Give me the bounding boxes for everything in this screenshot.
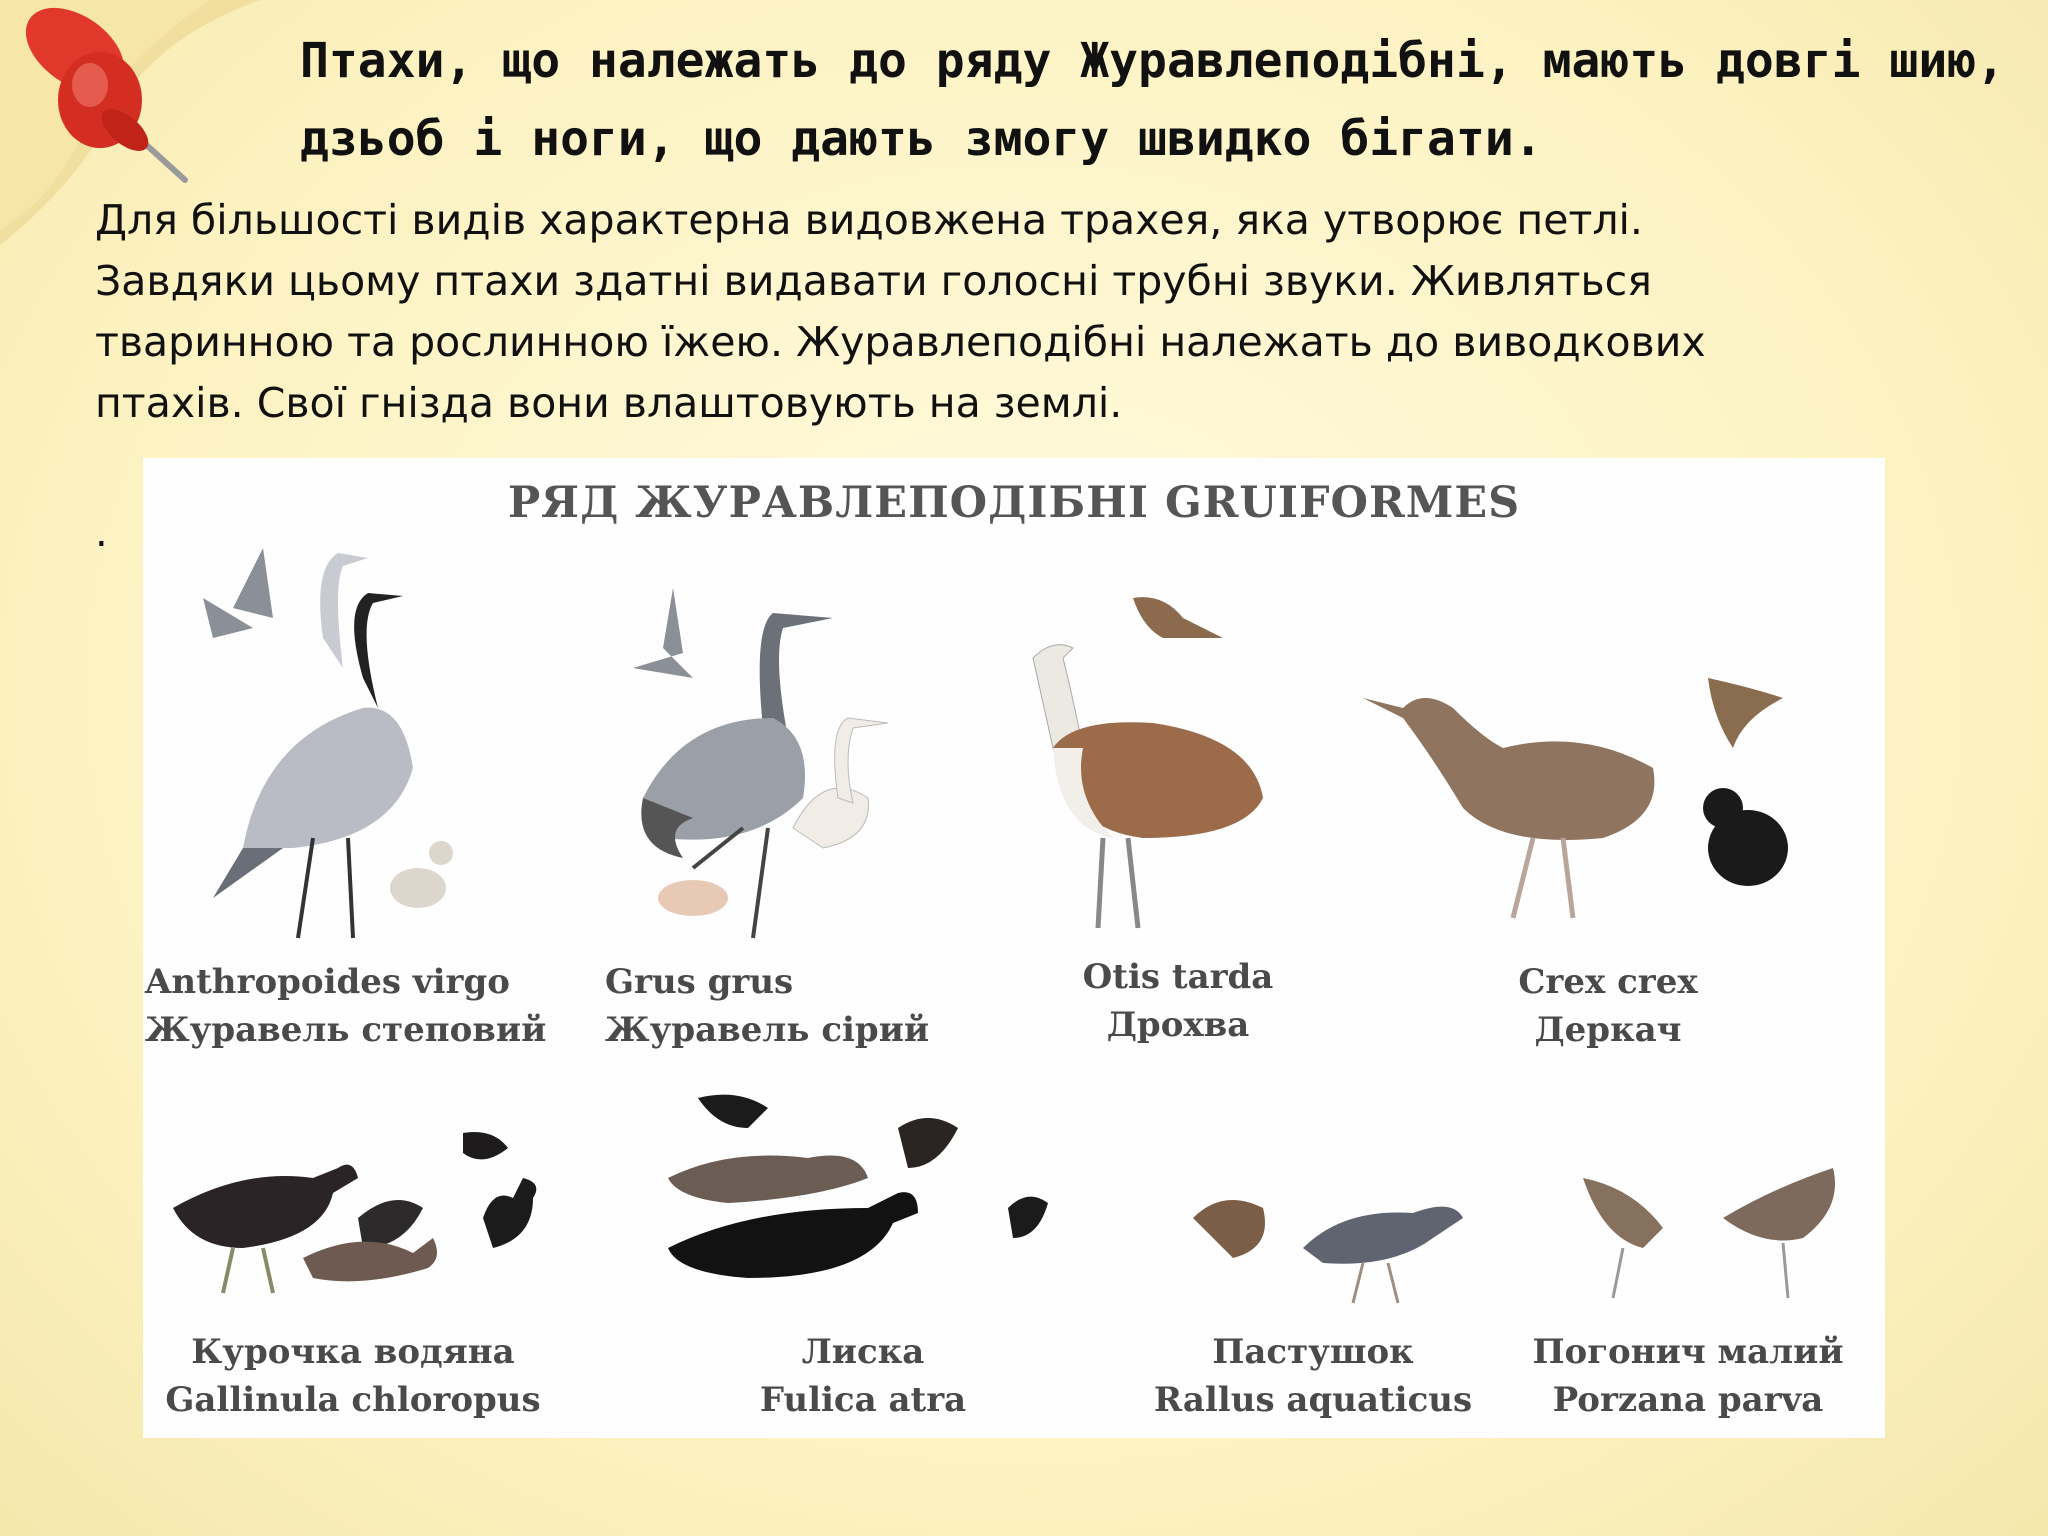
common-name: Пастушок [1212,1332,1414,1372]
species-caption [143,1328,563,1424]
body-paragraph [95,190,1995,434]
species-caption [1473,958,1743,1054]
species-caption [1043,953,1313,1049]
stray-dot: . [95,510,108,556]
paragraph-line: Для більшості видів характерна видовжена трахея, яка утворює петлі. [95,196,1643,244]
push-pin-icon [10,0,200,200]
common-name: Лиска [801,1332,925,1372]
common-name: Журавель сірий [605,1010,930,1050]
plate-title: РЯД ЖУРАВЛЕПОДІБНІ GRUIFORMES [507,478,1521,528]
species-caption [145,958,546,1054]
paragraph-line: Завдяки цьому птахи здатні видавати голосні трубні звуки. Живляться [95,257,1652,305]
paragraph-line: птахів. Свої гнізда вони влаштовують на землі. [95,379,1123,427]
species-caption [1518,1328,1858,1424]
common-crane-illustration [623,568,923,948]
latin-name: Gallinula chloropus [165,1380,541,1420]
species-caption [1143,1328,1483,1424]
corncrake-illustration [1363,678,1863,938]
demoiselle-crane-illustration [173,508,473,948]
paragraph-line: тваринною та рослинною їжею. Журавлеподібні належать до виводкових [95,318,1706,366]
latin-name: Fulica atra [759,1380,967,1420]
species-caption [713,1328,1013,1424]
latin-name: Otis tarda [1082,957,1274,997]
water-rail-illustration [1193,1158,1573,1308]
common-name: Дрохва [1106,1005,1250,1045]
moorhen-illustration [163,1108,593,1298]
latin-name: Grus grus [605,962,794,1002]
coot-illustration [668,1088,1088,1288]
species-caption [605,958,929,1054]
latin-name: Crex crex [1518,962,1698,1002]
latin-name: Porzana parva [1552,1380,1824,1420]
great-bustard-illustration [1013,598,1313,938]
headline: Птахи, що належать до ряду Журавлеподібні, мають довгі шию, дзьоб і ноги, що дають змогу швидко бігати. [300,33,2006,167]
common-name: Деркач [1534,1010,1682,1050]
little-crake-illustration [1573,1148,1873,1308]
common-name: Журавель степовий [145,1010,547,1050]
species-plate [143,458,1885,1438]
common-name: Погонич малий [1532,1332,1844,1372]
latin-name: Rallus aquaticus [1153,1380,1473,1420]
common-name: Курочка водяна [191,1332,515,1372]
latin-name: Anthropoides virgo [145,962,510,1002]
